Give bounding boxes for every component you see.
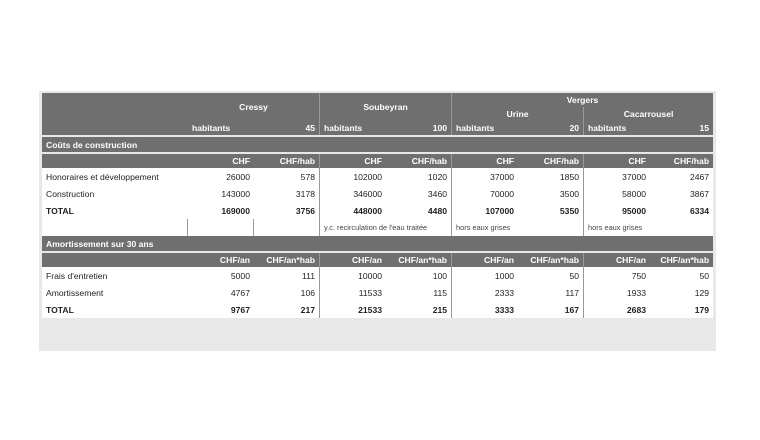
group-cressy: Cressy: [188, 93, 320, 121]
table-row: [42, 168, 713, 185]
cell-value: 129: [694, 287, 710, 298]
unit-empty-cell: [42, 154, 188, 168]
row-label: Frais d'entretien: [46, 270, 108, 281]
cell-value: 2467: [689, 171, 710, 182]
row-label: Construction: [46, 188, 95, 199]
note-soubeyran: y.c. recirculation de l'eau traitée: [320, 219, 452, 236]
habitants-soubeyran: 100: [386, 121, 452, 135]
header-empty-cell: [42, 93, 188, 121]
unit-chf-an: CHF/an: [188, 253, 254, 267]
table-row: [42, 267, 713, 284]
cell-value: 167: [518, 301, 584, 318]
cell-value: 3867: [689, 188, 710, 199]
cell-value: 4767: [230, 287, 250, 298]
cell-value: 3756: [254, 202, 320, 219]
cell-value: 10000: [358, 270, 383, 281]
habitants-cressy: 45: [254, 121, 320, 135]
unit-chf-hab: CHF/hab: [650, 154, 713, 168]
habitants-urine: 20: [518, 121, 584, 135]
table-row: [42, 284, 713, 301]
unit-chf-an-hab: CHF/an*hab: [650, 253, 713, 267]
habitants-label: habitants: [320, 121, 386, 135]
cell-value: 50: [699, 270, 710, 281]
cell-value: 346000: [353, 188, 383, 199]
cell-value: 95000: [622, 205, 647, 216]
cell-value: 58000: [622, 188, 647, 199]
cell-value: 107000: [485, 205, 515, 216]
cell-value: 3333: [494, 304, 515, 315]
row-label: Honoraires et développement: [46, 171, 159, 182]
cell-value: 1000: [494, 270, 515, 281]
unit-chf: CHF: [188, 154, 254, 168]
cell-value: 111: [254, 267, 320, 284]
total-row: [42, 202, 713, 219]
cell-value: 169000: [221, 205, 250, 216]
cell-value: 102000: [353, 171, 383, 182]
unit-chf-an-hab: CHF/an*hab: [386, 253, 452, 267]
habitants-label: habitants: [188, 121, 254, 135]
note-urine: hors eaux grises: [452, 219, 584, 236]
section-title-amortissement: Amortissement sur 30 ans: [42, 236, 713, 251]
subgroup-urine: Urine: [452, 107, 584, 121]
unit-chf: CHF: [584, 154, 650, 168]
group-vergers: Vergers: [452, 93, 713, 107]
unit-chf-hab: CHF/hab: [254, 154, 320, 168]
cell-value: 3500: [518, 185, 584, 202]
cell-value: 750: [631, 270, 647, 281]
cell-value: 9767: [230, 304, 250, 315]
row-label: TOTAL: [46, 205, 74, 216]
unit-chf-an-hab: CHF/an*hab: [254, 253, 320, 267]
unit-chf-an: CHF/an: [320, 253, 386, 267]
cell-value: 5350: [518, 202, 584, 219]
unit-chf-an-hab: CHF/an*hab: [518, 253, 584, 267]
subgroup-cacarrousel: Cacarrousel: [584, 107, 713, 121]
cell-value: 2333: [494, 287, 515, 298]
row-label: Amortissement: [46, 287, 104, 298]
cell-value: 37000: [622, 171, 647, 182]
note-cacarrousel: hors eaux grises: [588, 223, 643, 232]
cell-value: 3460: [386, 185, 452, 202]
header-empty-cell: [42, 121, 188, 135]
cell-value: 11533: [358, 287, 383, 298]
unit-chf-hab: CHF/hab: [518, 154, 584, 168]
cell-value: 217: [254, 301, 320, 318]
cell-value: 143000: [221, 188, 250, 199]
unit-chf: CHF: [452, 154, 518, 168]
cell-value: 26000: [226, 171, 250, 182]
unit-chf-an: CHF/an: [452, 253, 518, 267]
cell-value: 179: [694, 304, 710, 315]
habitants-label: habitants: [452, 121, 518, 135]
notes-row: [42, 219, 713, 236]
section-title-construction: Coûts de construction: [42, 137, 713, 152]
row-label: TOTAL: [46, 304, 74, 315]
cell-value: 115: [386, 284, 452, 301]
cost-table: [42, 93, 713, 318]
cell-value: 1933: [626, 287, 647, 298]
cell-value: 6334: [689, 205, 710, 216]
cell-value: 3178: [254, 185, 320, 202]
group-soubeyran: Soubeyran: [320, 93, 452, 121]
cell-value: 106: [254, 284, 320, 301]
habitants-label: habitants: [584, 121, 650, 135]
cell-value: 1020: [386, 168, 452, 185]
cell-value: 4480: [386, 202, 452, 219]
cell-value: 70000: [490, 188, 515, 199]
unit-chf-an: CHF/an: [584, 253, 650, 267]
unit-chf-hab: CHF/hab: [386, 154, 452, 168]
unit-chf: CHF: [320, 154, 386, 168]
cell-value: 117: [518, 284, 584, 301]
cell-value: 2683: [626, 304, 647, 315]
unit-empty-cell: [42, 253, 188, 267]
cell-value: 578: [254, 168, 320, 185]
cell-value: 100: [386, 267, 452, 284]
cell-value: 50: [518, 267, 584, 284]
cell-value: 37000: [490, 171, 515, 182]
cell-value: 21533: [358, 304, 383, 315]
cell-value: 5000: [230, 270, 250, 281]
cell-value: 1850: [518, 168, 584, 185]
total-row: [42, 301, 713, 318]
table-row: [42, 185, 713, 202]
cell-value: 215: [386, 301, 452, 318]
habitants-cacarrousel: 15: [650, 121, 713, 135]
cell-value: 448000: [353, 205, 383, 216]
